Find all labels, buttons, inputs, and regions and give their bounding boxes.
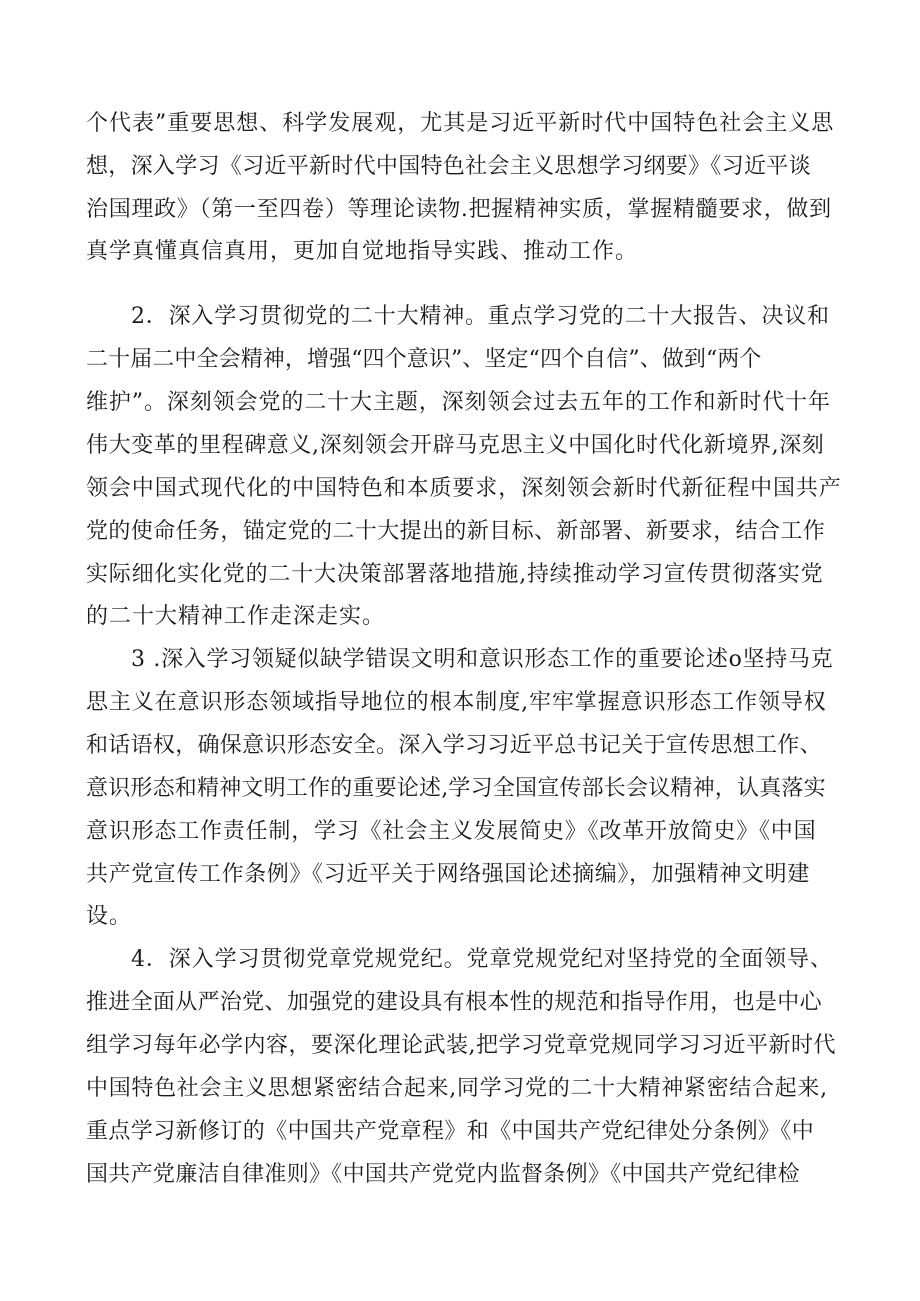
text-line: 和话语权，确保意识形态安全。深入学习习近平总书记关于宣传思想工作、 bbox=[86, 733, 822, 758]
text-line: 意识形态和精神文明工作的重要论述,学习全国宣传部长会议精神，认真落实 bbox=[86, 776, 826, 801]
text-line: 4．深入学习贯彻党章党规党纪。党章党规党纪对坚持党的全面领导、 bbox=[131, 947, 833, 972]
text-line: 领会中国式现代化的中国特色和本质要求，深刻领会新时代新征程中国共产 bbox=[86, 476, 842, 501]
text-line: 想，深入学习《习近平新时代中国特色社会主义思想学习纲要》《习近平谈 bbox=[86, 154, 811, 179]
text-line: 2．深入学习贯彻党的二十大精神。重点学习党的二十大报告、决议和 bbox=[131, 304, 830, 329]
text-line: 设。 bbox=[86, 904, 133, 929]
text-line: 维护”。深刻领会党的二十大主题，深刻领会过去五年的工作和新时代十年 bbox=[86, 390, 831, 415]
text-line: 意识形态工作责任制，学习《社会主义发展简史》《改革开放简史》《中国 bbox=[86, 819, 817, 844]
text-line: 国共产党廉洁自律准则》《中国共产党党内监督条例》《中国共产党纪律检 bbox=[86, 1162, 800, 1187]
text-line: 伟大变革的里程碑意义,深刻领会开辟马克思主义中国化时代化新境界,深刻 bbox=[86, 433, 825, 458]
text-line: 党的使命任务，锚定党的二十大提出的新目标、新部署、新要求，结合工作 bbox=[86, 519, 826, 544]
text-line: 二十届二中全会精神，增强“四个意识”、坚定“四个自信”、做到“两个 bbox=[86, 347, 762, 372]
text-line: 重点学习新修订的《中国共产党章程》和《中国共产党纪律处分条例》《中 bbox=[86, 1119, 815, 1144]
text-line: 实际细化实化党的二十大决策部署落地措施,持续推动学习宣传贯彻落实党 bbox=[86, 562, 824, 587]
text-line: 共产党宣传工作条例》《习近平关于网络强国论述摘编》，加强精神文明建 bbox=[86, 862, 810, 887]
text-line: 的二十大精神工作走深走实。 bbox=[86, 604, 386, 629]
text-line: 思主义在意识形态领域指导地位的根本制度,牢牢掌握意识形态工作领导权 bbox=[86, 690, 827, 715]
text-line: 推进全面从严治党、加强党的建设具有根本性的规范和指导作用，也是中心 bbox=[86, 990, 822, 1015]
text-line: 真学真懂真信真用，更加自觉地指导实践、推动工作。 bbox=[86, 239, 639, 264]
text-line: 中国特色社会主义思想紧密结合起来,同学习党的二十大精神紧密结合起来, bbox=[86, 1076, 828, 1101]
text-line: 治国理政》（第一至四卷）等理论读物.把握精神实质，掌握精髓要求，做到 bbox=[86, 197, 832, 222]
text-line: 3 .深入学习领疑似缺学错误文明和意识形态工作的重要论述o坚持马克 bbox=[131, 647, 834, 672]
text-line: 个代表”重要思想、科学发展观，尤其是习近平新时代中国特色社会主义思 bbox=[86, 111, 835, 136]
text-line: 组学习每年必学内容，要深化理论武装,把学习党章党规同学习习近平新时代 bbox=[86, 1033, 836, 1058]
